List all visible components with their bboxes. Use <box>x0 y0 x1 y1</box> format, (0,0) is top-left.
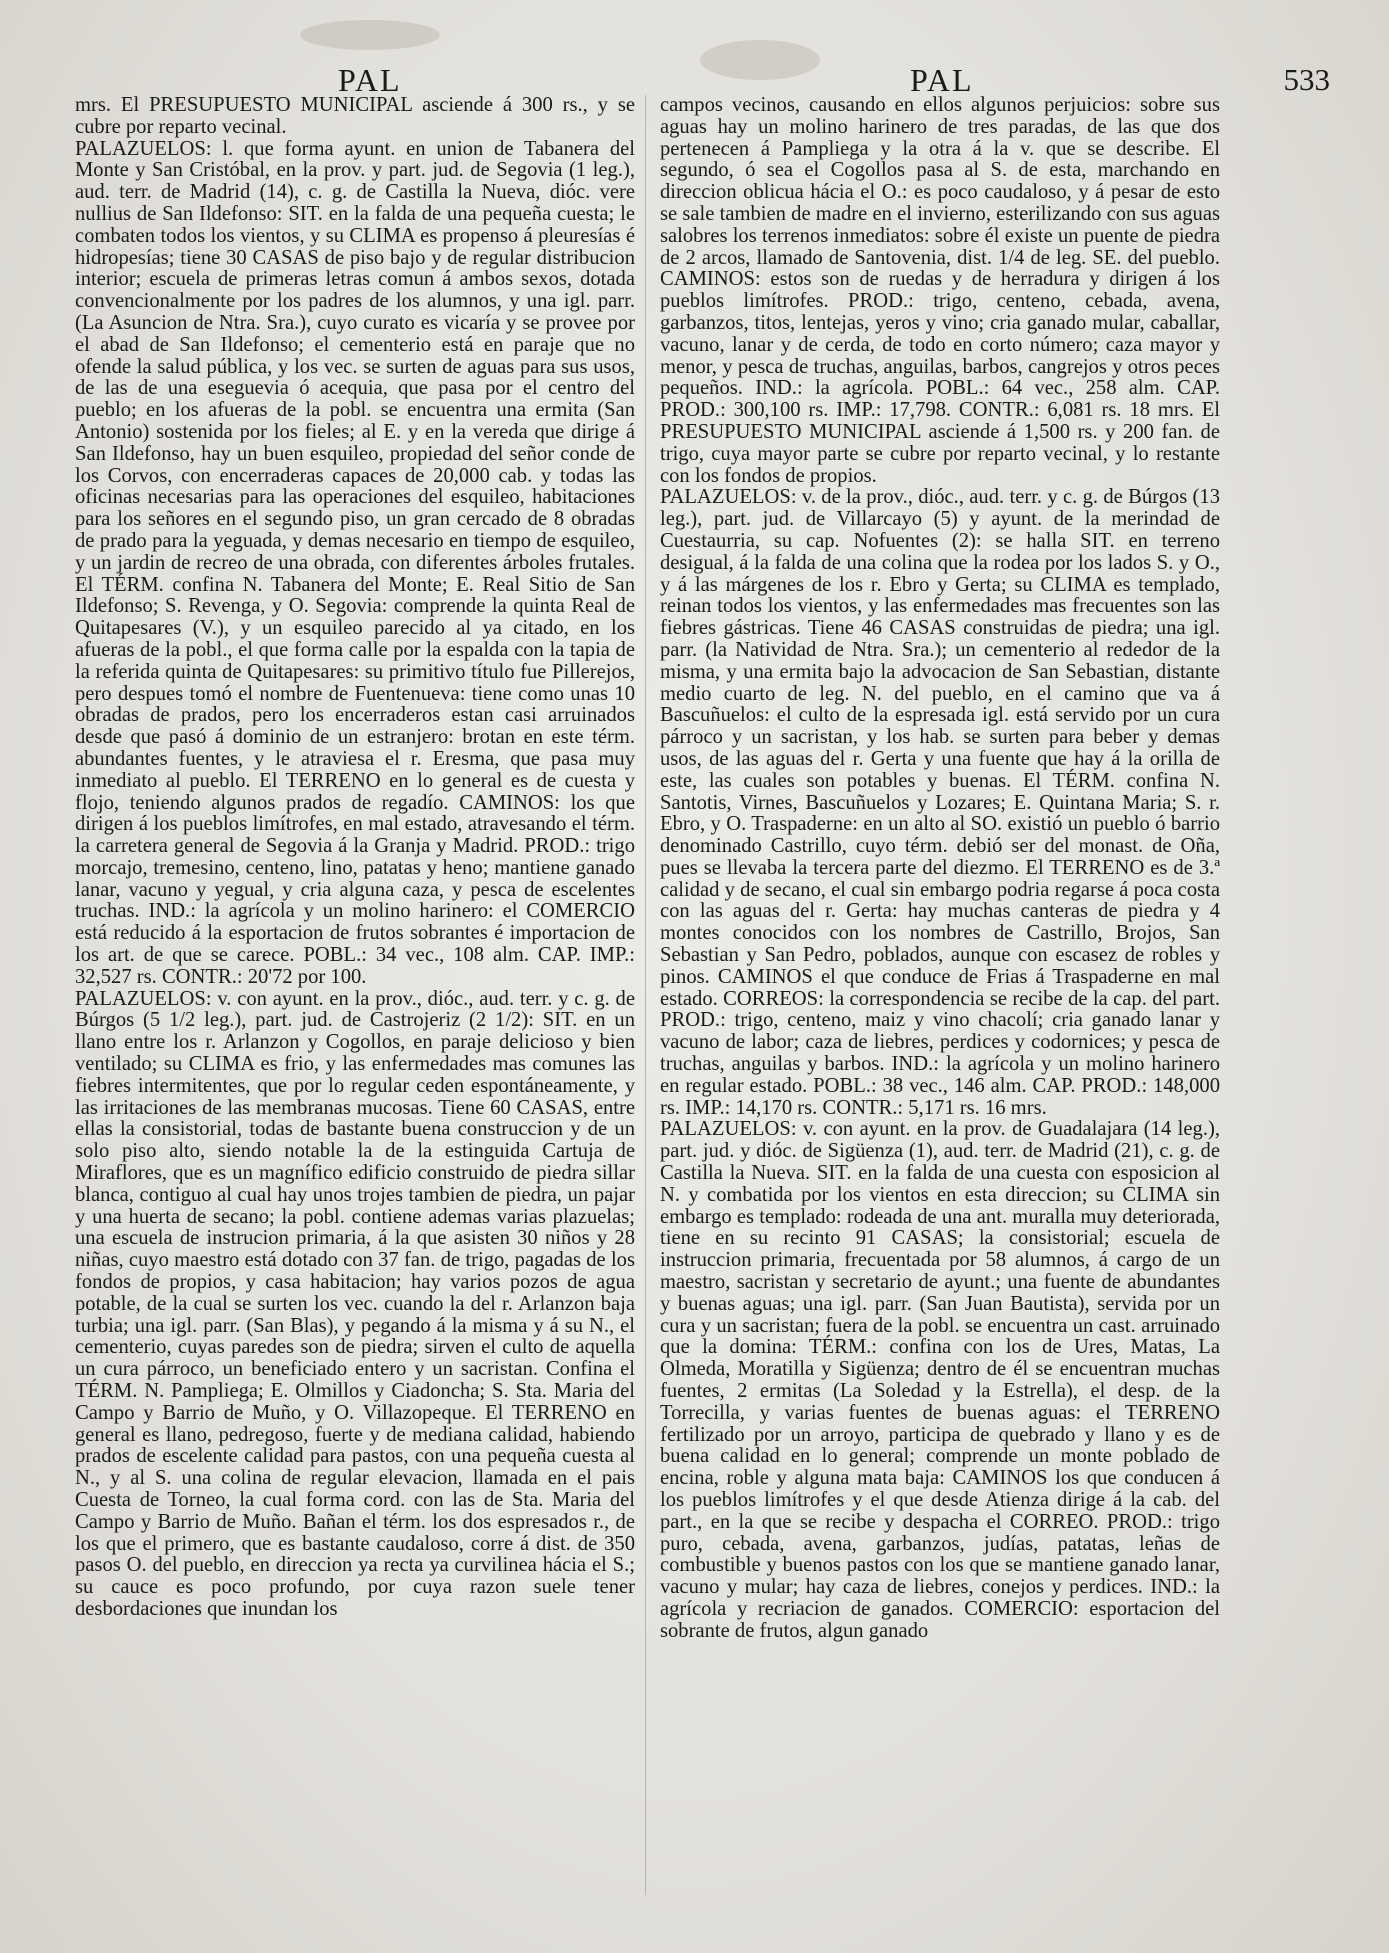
entry-paragraph: PALAZUELOS: v. con ayunt. en la prov. de Guadalajara (14 leg.), part. jud. y dióc. de Sigüenza (1), aud. terr. de Madrid (21), c. g. de Castilla la Nueva. SIT. en la falda de una cuesta con esposicion al N. y combatida por los vientos en esta direccion; su CLIMA sin embargo es templado: rodeada de una ant. muralla muy deteriorada, tiene en su recinto 91 CASAS; la consistorial; escuela de instruccion primaria, frecuentada por 58 alumnos, á cargo de un maestro, sacristan y secretario de ayunt.; una fuente de abundantes y buenas aguas; una igl. parr. (San Juan Bautista), servida por un cura y un sacristan; fuera de la pobl. se encuentra un cast. arruinado que la domina: TÉRM.: confina con los de Ures, Matas, La Olmeda, Moratilla y Sigüenza; dentro de él se encuentran muchas fuentes, 2 ermitas (La Soledad y la Estrella), el desp. de la Torrecilla, y varias fuentes de buenas aguas: el TERRENO fertilizado por un arroyo, participa de quebrado y llano y es de buena calidad en lo general; comprende un monte poblado de encina, roble y alguna mata baja: CAMINOS los que conducen á los pueblos limítrofes y el que desde Atienza dirige á la cab. del part., en la que se recibe y despacha el CORREO. PROD.: trigo puro, cebada, avena, garbanzos, judías, patatas, leñas de combustible y buenos pastos con los que se mantiene ganado lanar, vacuno y mular; hay caza de liebres, conejos y perdices. IND.: la agrícola y recriacion de ganados. COMERCIO: esportacion del sobrante de frutos, algun ganado <box>660 1118 1220 1642</box>
left-running-head: PAL <box>338 62 402 98</box>
right-column <box>660 95 1220 1643</box>
entry-paragraph: mrs. El PRESUPUESTO MUNICIPAL asciende á 300 rs., y se cubre por reparto vecinal. <box>75 94 635 138</box>
right-running-head: PAL <box>910 62 974 98</box>
left-column <box>75 95 635 1621</box>
entry-paragraph: PALAZUELOS: v. de la prov., dióc., aud. terr. y c. g. de Búrgos (13 leg.), part. jud. de Villarcayo (5) y ayunt. de la merindad de Cuestaurria, su cap. Nofuentes (2): se halla SIT. en terreno desigual, á la falda de una colina que la rodea por los lados S. y O., y á las márgenes de los r. Ebro y Gerta; su CLIMA es templado, reinan todos los vientos, y las enfermedades mas frecuentes son las fiebres gástricas. Tiene 46 CASAS construidas de piedra; una igl. parr. (la Natividad de Ntra. Sra.); un cementerio al rededor de la misma, y una ermita bajo la advocacion de San Sebastian, distante medio cuarto de leg. N. del pueblo, en el camino que va á Bascuñuelos: el culto de la espresada igl. está servido por un cura párroco y un sacristan, y los hab. se surten para beber y demas usos, de las aguas del r. Gerta y una fuente que hay á la orilla de este, las cuales son potables y buenas. El TÉRM. confina N. Santotis, Virnes, Bascuñuelos y Lozares; E. Quintana Maria; S. r. Ebro, y O. Traspaderne: en un alto al SO. existió un pueblo ó barrio denominado Castrillo, cuyo térm. debió ser del monast. de Oña, pues se llevaba la tercera parte del diezmo. El TERRENO es de 3.ª calidad y de secano, el cual sin embargo podria regarse á poca costa con las aguas del r. Gerta: hay muchas canteras de piedra y 4 montes conocidos con los nombres de Castrillo, Brojos, San Sebastian y San Pedro, poblados, aunque con escasez de robles y pinos. CAMINOS el que conduce de Frias á Traspaderne en mal estado. CORREOS: la correspondencia se recibe de la cap. del part. PROD.: trigo, centeno, maiz y vino chacolí; cria ganado lanar y vacuno de labor; caza de liebres, perdices y codornices; y pesca de truchas, anguilas y barbos. IND.: la agrícola y un molino harinero en regular estado. POBL.: 38 vec., 146 alm. CAP. PROD.: 148,000 rs. IMP.: 14,170 rs. CONTR.: 5,171 rs. 16 mrs. <box>660 486 1220 1119</box>
entry-paragraph: PALAZUELOS: v. con ayunt. en la prov., dióc., aud. terr. y c. g. de Búrgos (5 1/2 leg.), part. jud. de Castrojeriz (2 1/2): SIT. en un llano entre los r. Arlanzon y Cogollos, en paraje delicioso y bien ventilado; su CLIMA es frio, y las enfermedades mas comunes las fiebres intermitentes, que por lo regular ceden espontáneamente, y las irritaciones de las membranas mucosas. Tiene 60 CASAS, entre ellas la consistorial, todas de bastante buena construccion y de un solo piso alto, siendo notable la de la estinguida Cartuja de Miraflores, que es un magnífico edificio construido de piedra sillar blanca, contiguo al cual hay unos trojes tambien de piedra, un pajar y una huerta de secano; la pobl. contiene ademas varias plazuelas; una escuela de instrucion primaria, á la que asisten 30 niños y 28 niñas, cuyo maestro está dotado con 37 fan. de trigo, pagadas de los fondos de propios, y casa habitacion; hay varios pozos de agua potable, de la cual se surten los vec. cuando la del r. Arlanzon baja turbia; una igl. parr. (San Blas), y pegando á la misma y á su N., el cementerio, cuyas paredes son de piedra; sirven el culto de aquella un cura párroco, un beneficiado entero y un sacristan. Confina el TÉRM. N. Pampliega; E. Olmillos y Ciadoncha; S. Sta. Maria del Campo y Barrio de Muño, y O. Villazopeque. El TERRENO en general es llano, pedregoso, fuerte y de mediana calidad, habiendo prados de escelente calidad para pastos, con una pequeña cuesta al N., y al S. una colina de regular elevacion, llamada en el pais Cuesta de Torneo, la cual forma cord. con las de Sta. Maria del Campo y Barrio de Muño. Bañan el térm. los dos espresados r., de los que el primero, que es bastante caudaloso, corre á dist. de 350 pasos O. del pueblo, en direccion ya recta ya curvilinea hácia el S.; su cauce es poco profundo, por cuya razon suele tener desbordaciones que inundan los <box>75 987 635 1620</box>
entry-paragraph: campos vecinos, causando en ellos algunos perjuicios: sobre sus aguas hay un molino harinero de tres paradas, de las que dos pertenecen á Pampliega y la otra á la v. que se describe. El segundo, ó sea el Cogollos pasa al S. de esta, marchando en direccion oblicua hácia el O.: es poco caudaloso, y á pesar de esto se sale tambien de madre en el invierno, esterilizando con sus aguas salobres los terrenos inmediatos: sobre él existe un puente de piedra de 2 arcos, llamado de Santovenia, dist. 1/4 de leg. SE. del pueblo. CAMINOS: estos son de ruedas y de herradura y dirigen á los pueblos limítrofes. PROD.: trigo, centeno, cebada, avena, garbanzos, titos, lentejas, yeros y vino; cria ganado mular, caballar, vacuno, lanar y de cerda, de todo en corto número; caza mayor y menor, y pesca de truchas, anguilas, barbos, cangrejos y otros peces pequeños. IND.: la agrícola. POBL.: 64 vec., 258 alm. CAP. PROD.: 300,100 rs. IMP.: 17,798. CONTR.: 6,081 rs. 18 mrs. El PRESUPUESTO MUNICIPAL asciende á 1,500 rs. y 200 fan. de trigo, cuya mayor parte se cubre por reparto vecinal, y lo restante con los fondos de propios. <box>660 94 1220 487</box>
page-number: 533 <box>1283 62 1330 97</box>
paper-stain <box>300 20 440 50</box>
column-divider <box>645 95 646 1895</box>
entry-paragraph: PALAZUELOS: l. que forma ayunt. en union de Tabanera del Monte y San Cristóbal, en la prov. y part. jud. de Segovia (1 leg.), aud. terr. de Madrid (14), c. g. de Castilla la Nueva, dióc. vere nullius de San Ildefonso: SIT. en la falda de una pequeña cuesta; le combaten todos los vientos, y su CLIMA es propenso á pleuresías é hidropesías; tiene 30 CASAS de piso bajo y de regular distribucion interior; escuela de primeras letras comun á ambos sexos, dotada convencionalmente por los padres de los alumnos, y una igl. parr. (La Asuncion de Ntra. Sra.), cuyo curato es vicaría y se provee por el abad de San Ildefonso; el cementerio está en paraje que no ofende la salud pública, y los vec. se surten de aguas para sus usos, de las de una eseguevia ó acequia, que pasa por el centro del pueblo; en los afueras de la pobl. se encuentra una ermita (San Antonio) sostenida por los fieles; al E. y en la vereda que dirige á San Ildefonso, hay un buen esquileo, propiedad del señor conde de los Corvos, con encerraderas capaces de 20,000 cab. y todas las oficinas necesarias para las operaciones del esquileo, habitaciones para los señores en el segundo piso, un gran cercado de 8 obradas de prado para la yeguada, y demas necesario en tiempo de esquileo, y un jardin de recreo de una obrada, con diferentes árboles frutales. El TÉRM. confina N. Tabanera del Monte; E. Real Sitio de San Ildefonso; S. Revenga, y O. Segovia: comprende la quinta Real de Quitapesares (V.), y un esquileo parecido al ya citado, en los afueras de la pobl., el que forma calle por la espalda con la tapia de la referida quinta de Quitapesares: su primitivo título fue Pillerejos, pero despues tomó el nombre de Fuentenueva: tiene como unas 10 obradas de prados, pero los encerraderos estan casi arruinados desde que pasó á dominio de un estranjero: brotan en este térm. abundantes fuentes, y le atraviesa el r. Eresma, que pasa muy inmediato al pueblo. El TERRENO en lo general es de cuesta y flojo, teniendo algunos prados de regadío. CAMINOS: los que dirigen á los pueblos limítrofes, en mal estado, atravesando el térm. la carretera general de Segovia á la Granja y Madrid. PROD.: trigo morcajo, tremesino, centeno, lino, patatas y heno; mantiene ganado lanar, vacuno y yegual, y cria alguna caza, y pesca de escelentes truchas. IND.: la agrícola y un molino harinero: el COMERCIO está reducido á la esportacion de frutos sobrantes é importacion de los art. de que se carece. POBL.: 34 vec., 108 alm. CAP. IMP.: 32,527 rs. CONTR.: 20'72 por 100. <box>75 137 635 988</box>
